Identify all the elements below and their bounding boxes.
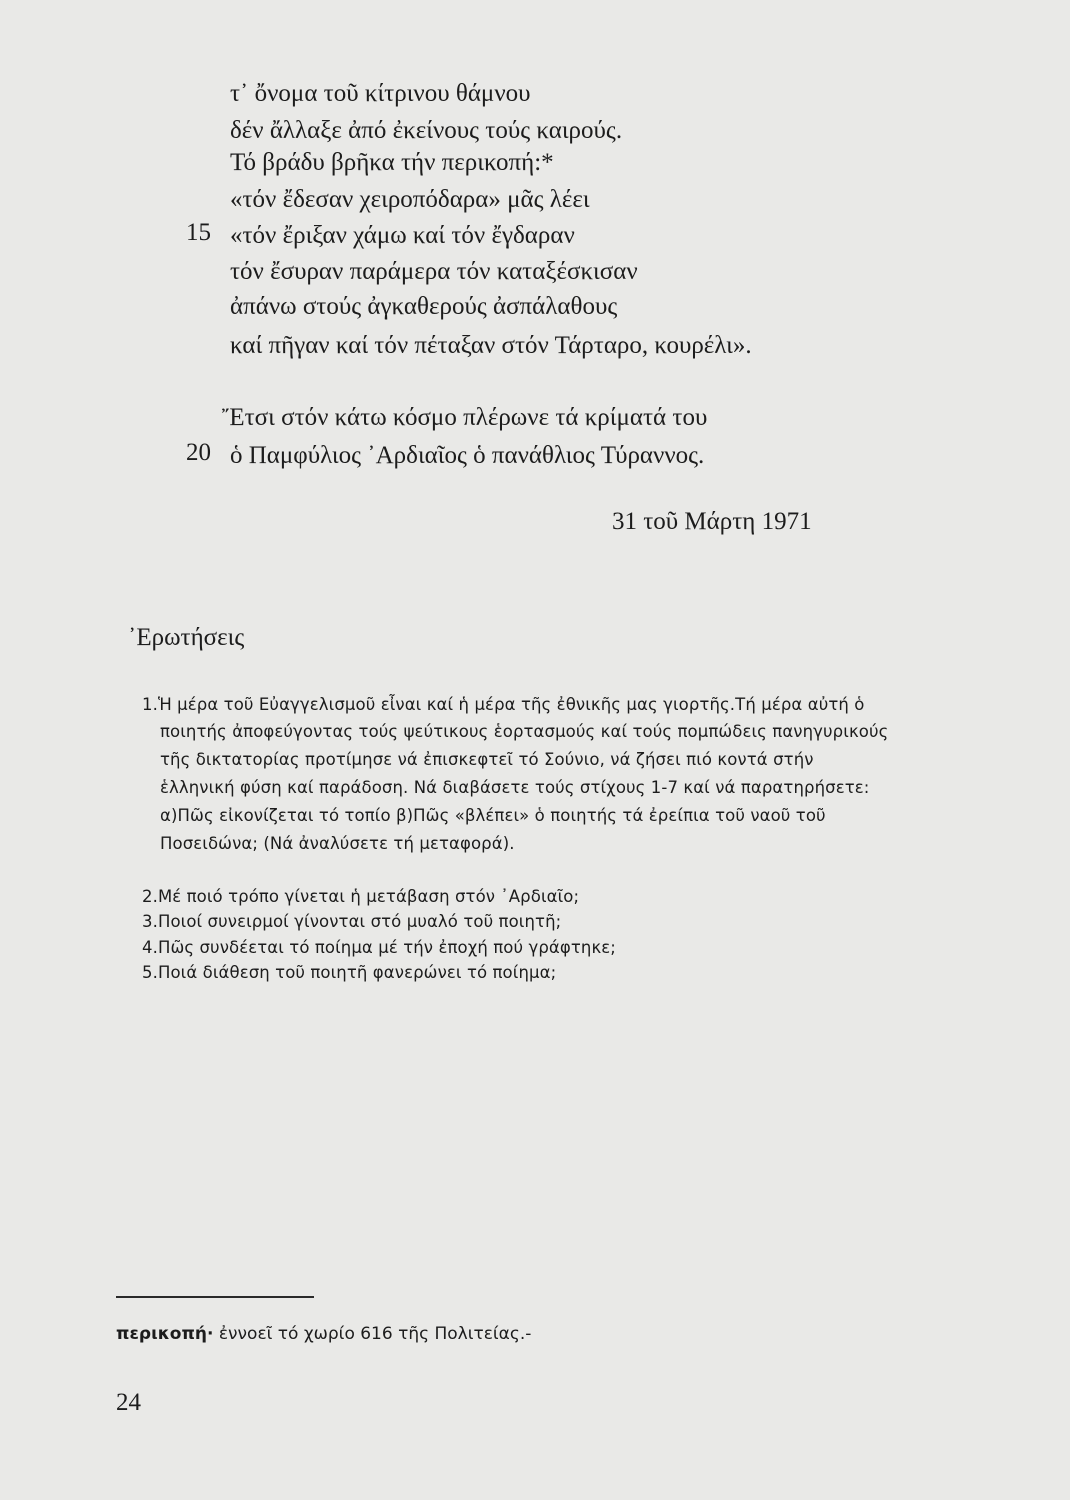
- question-4: 4.Πῶς συνδέεται τό ποίημα μέ τήν ἐποχή πού γράφτηκε;: [142, 938, 616, 957]
- question-5: 5.Ποιά διάθεση τοῦ ποιητῆ φανερώνει τό ποίημα;: [142, 963, 557, 982]
- poem-line-5: «τόν ἔριξαν χάμω καί τόν ἔγδαραν: [230, 222, 575, 249]
- poem-line-7: ἀπάνω στούς ἀγκαθερούς ἀσπάλαθους: [230, 293, 618, 320]
- questions-heading: ᾽Ερωτήσεις: [128, 624, 245, 651]
- question-2: 2.Μέ ποιό τρόπο γίνεται ἡ μετάβαση στόν ᾽Αρδιαῖο;: [142, 887, 580, 906]
- line-number-20: 20: [186, 439, 211, 466]
- poem-line-6: τόν ἔσυραν παράμερα τόν καταξέσκισαν: [230, 258, 638, 285]
- question-1-line-4: ἑλληνική φύση καί παράδοση. Νά διαβάσετε τούς στίχους 1-7 καί νά παρατηρήσετε:: [160, 778, 870, 797]
- question-1-line-3: τῆς δικτατορίας προτίμησε νά ἐπισκεφτεῖ τό Σούνιο, νά ζήσει πιό κοντά στήν: [160, 750, 814, 769]
- line-number-15: 15: [186, 219, 211, 246]
- footnote-rule: [116, 1296, 314, 1298]
- poem-date: 31 τοῦ Μάρτη 1971: [612, 508, 812, 535]
- footnote-term: περικοπή·: [116, 1324, 214, 1344]
- question-1-line-1: 1.Ἡ μέρα τοῦ Εὐαγγελισμοῦ εἶναι καί ἡ μέρα τῆς ἐθνικῆς μας γιορτῆς.Τή μέρα αὐτή ὁ: [142, 695, 865, 714]
- page-number: 24: [116, 1389, 141, 1416]
- question-1-line-6: Ποσειδώνα; (Νά ἀναλύσετε τή μεταφορά).: [160, 834, 515, 853]
- question-3: 3.Ποιοί συνειρμοί γίνονται στό μυαλό τοῦ ποιητῆ;: [142, 912, 562, 931]
- poem-line-4: «τόν ἔδεσαν χειροπόδαρα» μᾶς λέει: [230, 186, 590, 213]
- poem-line-8: καί πῆγαν καί τόν πέταξαν στόν Τάρταρο, κουρέλι».: [230, 332, 752, 359]
- question-1-line-2: ποιητής ἀποφεύγοντας τούς ψεύτικους ἑορτασμούς καί τούς πομπώδεις πανηγυρικούς: [160, 722, 889, 741]
- poem-line-2: δέν ἄλλαξε ἀπό ἐκείνους τούς καιρούς.: [230, 117, 623, 144]
- footnote: [116, 1324, 531, 1344]
- poem-line-9: Ἔτσι στόν κάτω κόσμο πλέρωνε τά κρίματά του: [222, 404, 708, 431]
- question-1-line-5: α)Πῶς εἰκονίζεται τό τοπίο β)Πῶς «βλέπει» ὁ ποιητής τά ἐρείπια τοῦ ναοῦ τοῦ: [160, 806, 826, 825]
- poem-line-10: ὁ Παμφύλιος ᾽Αρδιαῖος ὁ πανάθλιος Τύραννος.: [230, 442, 705, 469]
- poem-line-1: τ᾽ ὄνομα τοῦ κίτρινου θάμνου: [230, 80, 531, 107]
- footnote-text: ἐννοεῖ τό χωρίο 616 τῆς Πολιτείας.-: [213, 1324, 532, 1344]
- poem-line-3: Τό βράδυ βρῆκα τήν περικοπή:*: [230, 149, 554, 176]
